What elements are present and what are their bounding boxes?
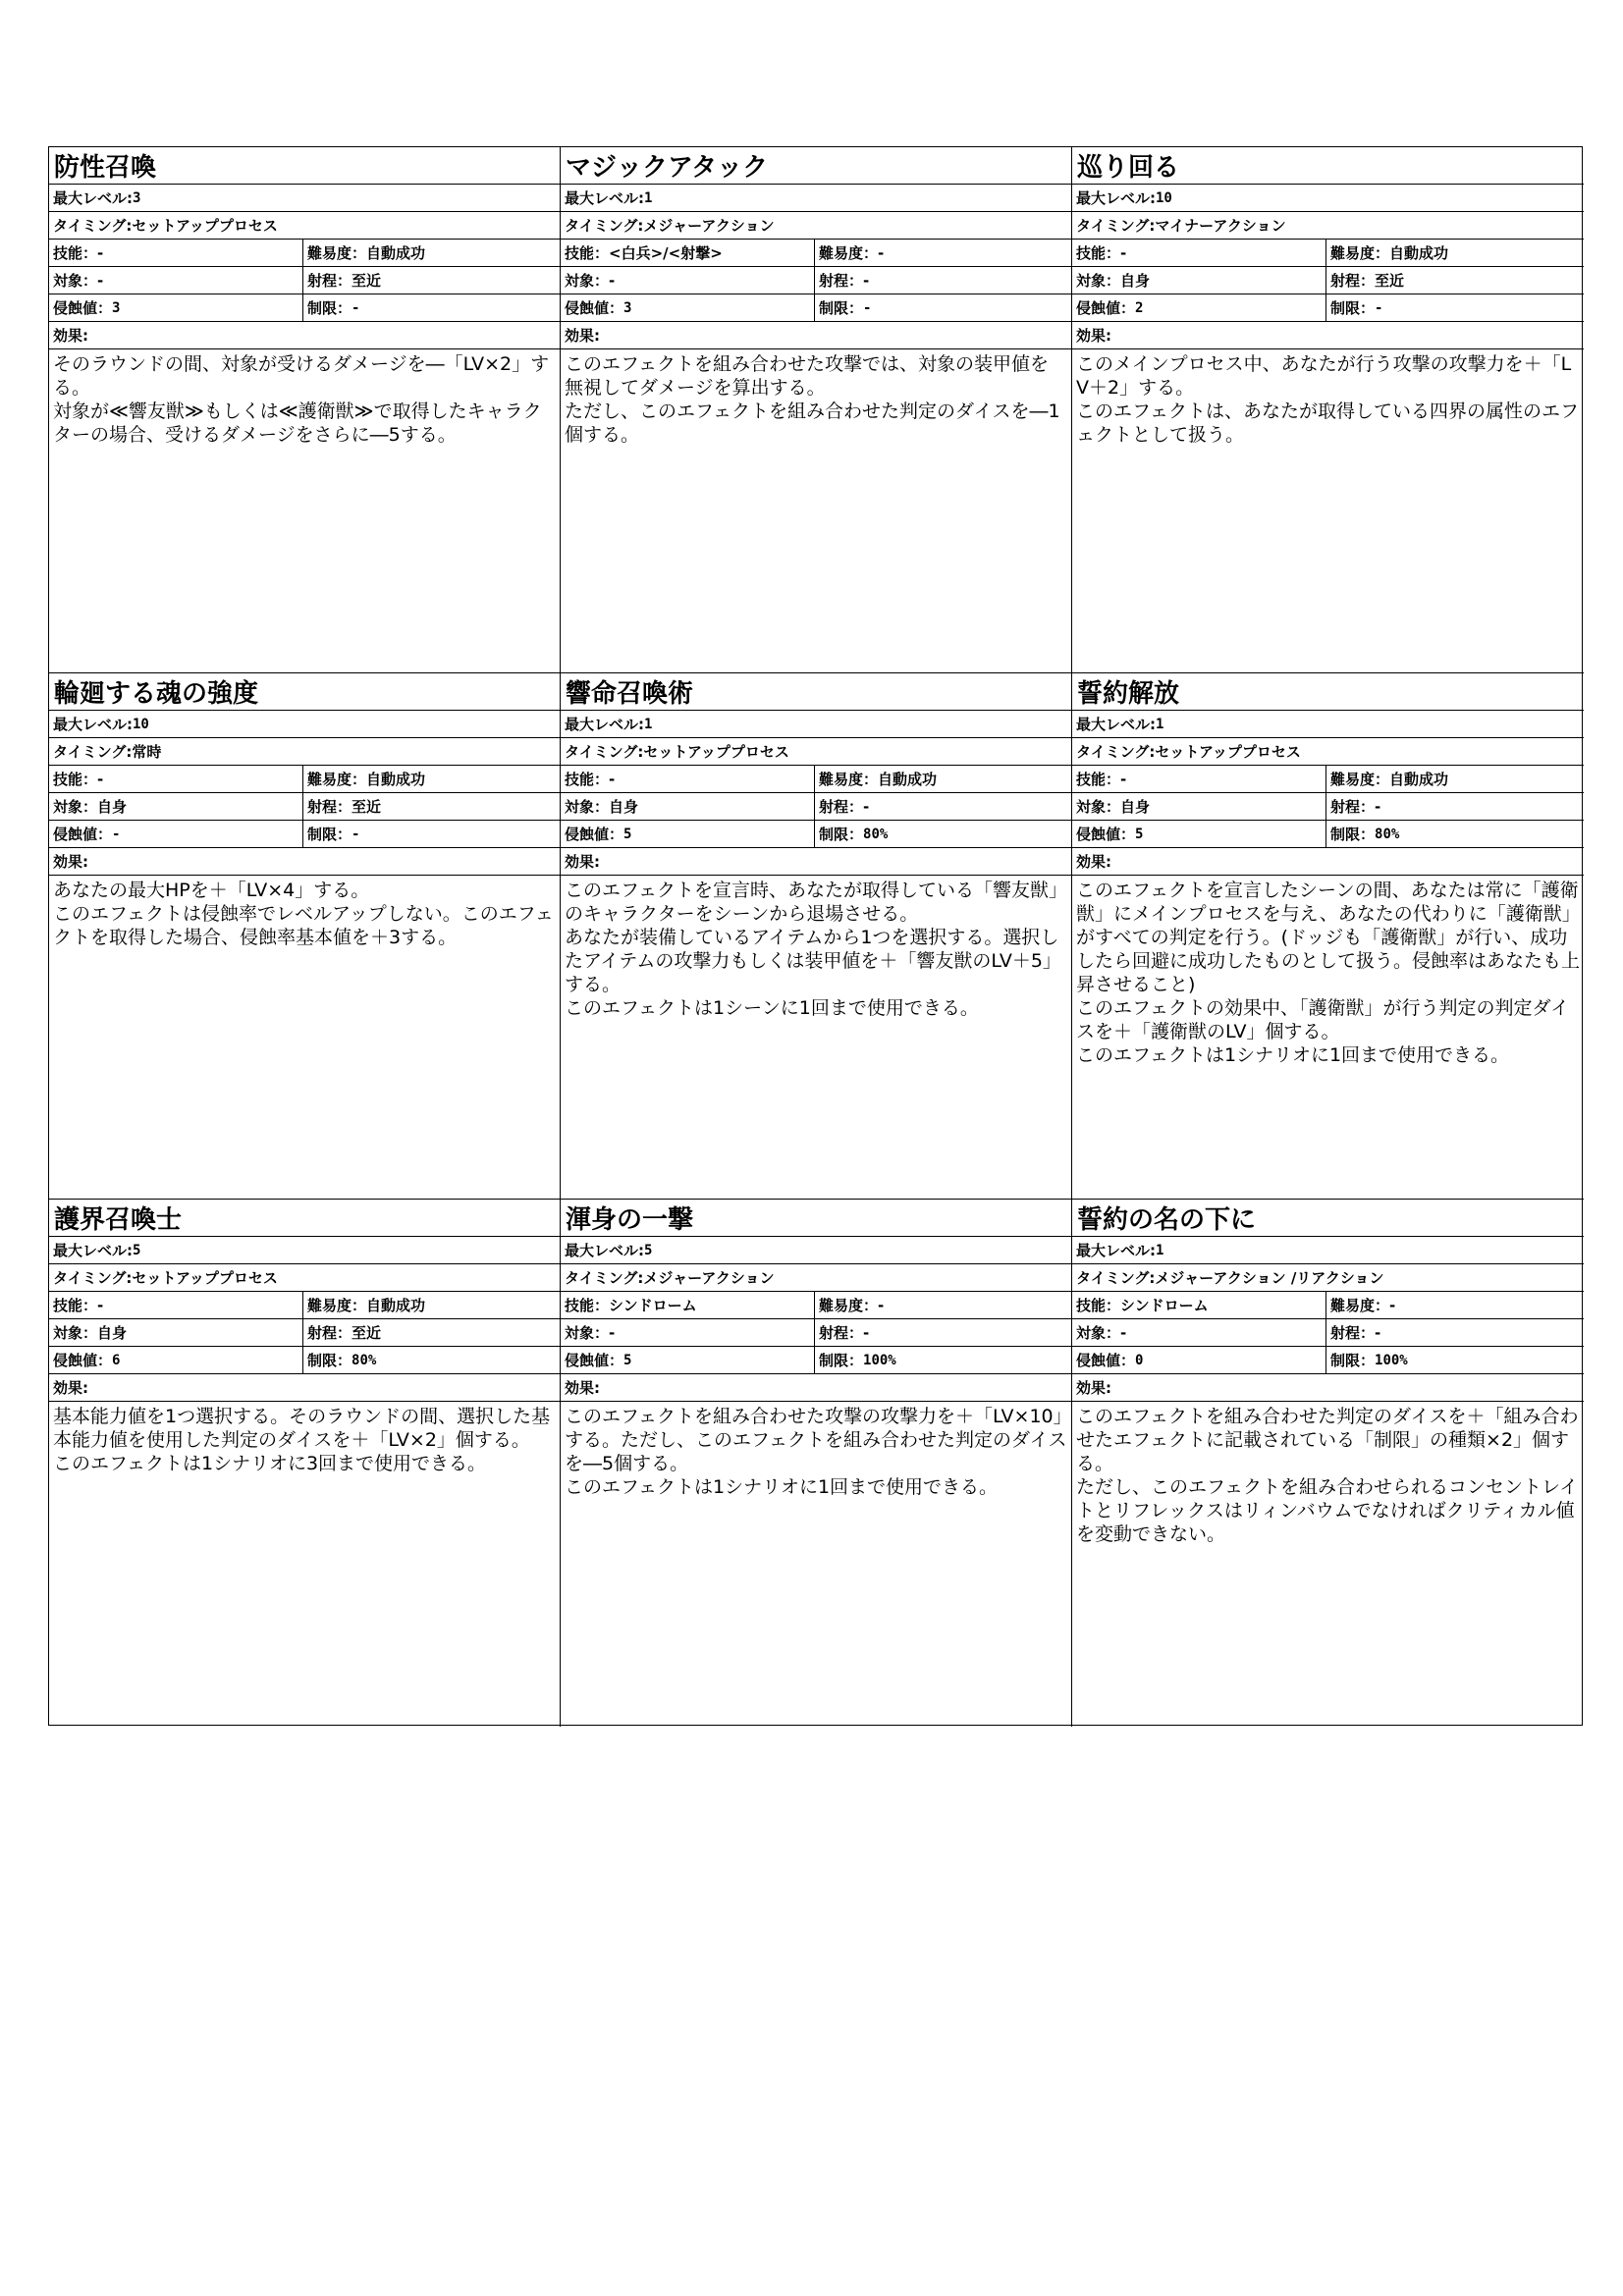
- skill-label: 技能：: [53, 244, 98, 262]
- range-value: -: [863, 1323, 870, 1342]
- skill-label: 技能：: [565, 771, 610, 788]
- skill-cell: [561, 766, 815, 792]
- max-level-row: [49, 185, 560, 212]
- erosion-label: 侵蝕値：: [565, 299, 624, 317]
- target-cell: [1072, 793, 1326, 820]
- range-cell: [303, 1319, 560, 1346]
- timing-value: メジャーアクション /リアクション: [1155, 1269, 1384, 1287]
- difficulty-cell: [815, 240, 1071, 266]
- erosion-cell: [1072, 821, 1326, 847]
- effect-name: 巡り回る: [1072, 147, 1584, 185]
- target-label: 対象：: [53, 272, 98, 290]
- target-cell: [49, 1319, 303, 1346]
- difficulty-label: 難易度：: [819, 1297, 879, 1314]
- limit-cell: [303, 821, 560, 847]
- limit-label: 制限：: [819, 1352, 864, 1369]
- effect-text: このエフェクトを宣言したシーンの間、あなたは常に「護衛獣」にメインプロセスを与え、あなたの代わりに「護衛獣」がすべての判定を行う。(ドッジも「護衛獣」が行い、成功したら回避に成功したものとして扱う。侵蝕率はあなたも上昇させること) このエフェクトの効果中、「護衛獣」が行う判定の判定ダイスを＋「護衛獣のLV」個する。 このエフェクトは1シナリオに1回まで使用できる。: [1076, 880, 1581, 1066]
- erosion-row: [561, 294, 1071, 322]
- skill-label: 技能：: [565, 1297, 610, 1314]
- erosion-label: 侵蝕値：: [53, 826, 113, 843]
- difficulty-cell: [303, 766, 560, 792]
- max-level-label: 最大レベル:: [565, 189, 644, 207]
- target-cell: [1072, 1319, 1326, 1346]
- timing-label: タイミング:: [565, 217, 644, 235]
- timing-value: セットアッププロセス: [1155, 743, 1301, 761]
- limit-label: 制限：: [307, 299, 352, 317]
- target-value: 自身: [97, 1324, 128, 1342]
- difficulty-cell: [303, 240, 560, 266]
- limit-value: 80%: [863, 826, 889, 842]
- max-level-value: 5: [133, 1242, 141, 1258]
- effect-label: 効果:: [53, 1379, 88, 1397]
- target-value: -: [1120, 1323, 1127, 1342]
- difficulty-label: 難易度：: [1330, 771, 1390, 788]
- effect-label: 効果:: [565, 1379, 600, 1397]
- timing-row: [1072, 738, 1584, 766]
- erosion-value: 0: [1135, 1352, 1144, 1368]
- range-label: 射程：: [307, 798, 352, 816]
- timing-label: タイミング:: [53, 743, 133, 761]
- effect-label-row: [561, 848, 1071, 876]
- timing-row: [49, 212, 560, 240]
- effect-text: このエフェクトを組み合わせた攻撃では、対象の装甲値を無視してダメージを算出する。 ただし、このエフェクトを組み合わせた判定のダイスを―1個する。: [565, 353, 1060, 446]
- effect-name: 防性召喚: [49, 147, 560, 185]
- difficulty-label: 難易度：: [307, 771, 367, 788]
- max-level-label: 最大レベル:: [1076, 1242, 1156, 1259]
- erosion-label: 侵蝕値：: [1076, 299, 1136, 317]
- difficulty-label: 難易度：: [1330, 1297, 1390, 1314]
- target-row: [1072, 1319, 1584, 1347]
- limit-cell: [303, 294, 560, 321]
- timing-value: セットアッププロセス: [132, 1269, 278, 1287]
- target-label: 対象：: [565, 798, 610, 816]
- skill-row: [1072, 766, 1584, 793]
- erosion-cell: [561, 1347, 815, 1373]
- timing-label: タイミング:: [565, 743, 644, 761]
- range-cell: [1326, 793, 1584, 820]
- skill-cell: [49, 240, 303, 266]
- limit-label: 制限：: [1330, 826, 1376, 843]
- limit-value: -: [1375, 299, 1383, 316]
- range-value: 至近: [352, 1324, 382, 1342]
- effect-sheet: [48, 146, 1583, 1726]
- target-row: [1072, 793, 1584, 821]
- effect-name: 輪廻する魂の強度: [49, 673, 560, 711]
- max-level-row: [49, 1237, 560, 1264]
- effect-label: 効果:: [565, 327, 600, 345]
- max-level-value: 1: [644, 189, 653, 206]
- target-cell: [561, 1319, 815, 1346]
- timing-row: [49, 738, 560, 766]
- max-level-label: 最大レベル:: [565, 1242, 644, 1259]
- effect-name: 護界召喚士: [49, 1200, 560, 1237]
- target-value: -: [609, 271, 616, 290]
- erosion-value: 5: [623, 826, 632, 842]
- timing-row: [561, 738, 1071, 766]
- skill-row: [561, 1292, 1071, 1319]
- erosion-value: 3: [112, 299, 121, 316]
- skill-label: 技能：: [565, 244, 610, 262]
- range-label: 射程：: [307, 272, 352, 290]
- difficulty-value: 自動成功: [366, 771, 426, 788]
- max-level-row: [1072, 711, 1584, 738]
- range-label: 射程：: [819, 1324, 864, 1342]
- max-level-row: [1072, 185, 1584, 212]
- effect-label: 効果:: [53, 853, 88, 871]
- effect-name: マジックアタック: [561, 147, 1071, 185]
- effect-label: 効果:: [1076, 853, 1111, 871]
- skill-row: [561, 766, 1071, 793]
- effect-label: 効果:: [565, 853, 600, 871]
- range-cell: [303, 793, 560, 820]
- erosion-cell: [49, 1347, 303, 1373]
- erosion-cell: [1072, 1347, 1326, 1373]
- erosion-cell: [49, 821, 303, 847]
- effect-label-row: [49, 848, 560, 876]
- limit-value: 100%: [1375, 1352, 1408, 1368]
- skill-value: -: [97, 770, 104, 788]
- limit-value: -: [863, 299, 872, 316]
- target-row: [1072, 267, 1584, 294]
- erosion-label: 侵蝕値：: [565, 1352, 624, 1369]
- range-label: 射程：: [1330, 1324, 1376, 1342]
- target-value: 自身: [97, 798, 128, 816]
- timing-row: [1072, 212, 1584, 240]
- limit-cell: [815, 821, 1071, 847]
- difficulty-cell: [815, 766, 1071, 792]
- timing-value: メジャーアクション: [643, 217, 775, 235]
- difficulty-label: 難易度：: [819, 771, 879, 788]
- skill-cell: [49, 1292, 303, 1318]
- erosion-value: 3: [623, 299, 632, 316]
- max-level-row: [561, 1237, 1071, 1264]
- range-cell: [815, 267, 1071, 294]
- limit-value: 80%: [1375, 826, 1400, 842]
- max-level-label: 最大レベル:: [1076, 716, 1156, 733]
- max-level-label: 最大レベル:: [53, 1242, 133, 1259]
- difficulty-value: 自動成功: [1389, 244, 1449, 262]
- skill-label: 技能：: [1076, 244, 1121, 262]
- target-label: 対象：: [1076, 1324, 1121, 1342]
- erosion-row: [49, 1347, 560, 1374]
- erosion-cell: [1072, 294, 1326, 321]
- difficulty-value: 自動成功: [366, 1297, 426, 1314]
- timing-label: タイミング:: [1076, 1269, 1156, 1287]
- max-level-value: 10: [1156, 189, 1172, 206]
- range-cell: [815, 1319, 1071, 1346]
- effect-name: 誓約の名の下に: [1072, 1200, 1584, 1237]
- range-label: 射程：: [819, 272, 864, 290]
- timing-row: [1072, 1264, 1584, 1292]
- range-cell: [815, 793, 1071, 820]
- target-cell: [49, 267, 303, 294]
- target-cell: [1072, 267, 1326, 294]
- effect-label: 効果:: [53, 327, 88, 345]
- limit-label: 制限：: [307, 1352, 352, 1369]
- erosion-row: [49, 294, 560, 322]
- limit-value: 80%: [352, 1352, 377, 1368]
- difficulty-cell: [1326, 240, 1584, 266]
- timing-row: [561, 212, 1071, 240]
- range-label: 射程：: [1330, 272, 1376, 290]
- effect-text: 基本能力値を1つ選択する。そのラウンドの間、選択した基本能力値を使用した判定のダイスを＋「LV×2」個する。 このエフェクトは1シナリオに3回まで使用できる。: [53, 1406, 551, 1474]
- skill-cell: [561, 1292, 815, 1318]
- target-row: [561, 793, 1071, 821]
- effect-name: 渾身の一撃: [561, 1200, 1071, 1237]
- skill-value: シンドローム: [1120, 1297, 1209, 1314]
- difficulty-value: 自動成功: [878, 771, 938, 788]
- skill-label: 技能：: [1076, 1297, 1121, 1314]
- skill-label: 技能：: [53, 1297, 98, 1314]
- range-cell: [1326, 1319, 1584, 1346]
- skill-row: [561, 240, 1071, 267]
- erosion-value: 5: [1135, 826, 1144, 842]
- limit-label: 制限：: [1330, 299, 1376, 317]
- erosion-value: 5: [623, 1352, 632, 1368]
- erosion-label: 侵蝕値：: [53, 299, 113, 317]
- effect-card: [1072, 147, 1584, 673]
- effect-label: 効果:: [1076, 1379, 1111, 1397]
- erosion-row: [561, 1347, 1071, 1374]
- difficulty-label: 難易度：: [307, 244, 367, 262]
- target-value: -: [97, 271, 104, 290]
- limit-value: -: [352, 299, 360, 316]
- target-label: 対象：: [1076, 798, 1121, 816]
- limit-cell: [303, 1347, 560, 1373]
- target-label: 対象：: [53, 798, 98, 816]
- difficulty-label: 難易度：: [819, 244, 879, 262]
- max-level-row: [561, 185, 1071, 212]
- skill-value: -: [1120, 243, 1127, 262]
- timing-label: タイミング:: [53, 217, 133, 235]
- skill-row: [1072, 1292, 1584, 1319]
- effect-label-row: [49, 1374, 560, 1402]
- skill-value: シンドローム: [609, 1297, 697, 1314]
- timing-value: 常時: [132, 743, 162, 761]
- skill-value: -: [97, 243, 104, 262]
- difficulty-value: 自動成功: [1389, 771, 1449, 788]
- max-level-row: [49, 711, 560, 738]
- effect-card: [49, 147, 561, 673]
- target-value: 自身: [1120, 272, 1151, 290]
- effect-name: 響命召喚術: [561, 673, 1071, 711]
- timing-label: タイミング:: [565, 1269, 644, 1287]
- range-value: -: [1375, 797, 1381, 816]
- limit-cell: [815, 1347, 1071, 1373]
- skill-cell: [1072, 766, 1326, 792]
- timing-row: [49, 1264, 560, 1292]
- target-label: 対象：: [565, 272, 610, 290]
- effect-name: 誓約解放: [1072, 673, 1584, 711]
- erosion-label: 侵蝕値：: [53, 1352, 113, 1369]
- range-value: -: [1375, 1323, 1381, 1342]
- range-value: -: [863, 271, 870, 290]
- erosion-row: [1072, 1347, 1584, 1374]
- effect-text: このメインプロセス中、あなたが行う攻撃の攻撃力を＋「LV＋2」する。 このエフェクトは、あなたが取得している四界の属性のエフェクトとして扱う。: [1076, 353, 1580, 446]
- effect-card: [49, 673, 561, 1200]
- max-level-row: [1072, 1237, 1584, 1264]
- target-label: 対象：: [565, 1324, 610, 1342]
- timing-label: タイミング:: [1076, 743, 1156, 761]
- erosion-label: 侵蝕値：: [1076, 1352, 1136, 1369]
- skill-row: [49, 1292, 560, 1319]
- limit-label: 制限：: [819, 299, 864, 317]
- difficulty-cell: [1326, 1292, 1584, 1318]
- range-value: 至近: [1375, 272, 1405, 290]
- effect-text: このエフェクトを組み合わせた判定のダイスを＋「組み合わせたエフェクトに記載されている「制限」の種類×2」個する。 ただし、このエフェクトを組み合わせられるコンセントレイトとリフレックスはリィンバウムでなければクリティカル値を変動できない。: [1076, 1406, 1579, 1545]
- limit-value: -: [352, 826, 360, 842]
- effect-label-row: [561, 322, 1071, 349]
- max-level-label: 最大レベル:: [1076, 189, 1156, 207]
- range-cell: [1326, 267, 1584, 294]
- target-value: 自身: [1120, 798, 1151, 816]
- max-level-value: 1: [1156, 716, 1164, 732]
- effect-card: [561, 1200, 1072, 1727]
- skill-value: <白兵>/<射撃>: [609, 244, 723, 262]
- target-label: 対象：: [1076, 272, 1121, 290]
- skill-cell: [1072, 1292, 1326, 1318]
- effect-card: [1072, 673, 1584, 1200]
- limit-cell: [815, 294, 1071, 321]
- effect-label-row: [1072, 848, 1584, 876]
- target-label: 対象：: [53, 1324, 98, 1342]
- effect-text: そのラウンドの間、対象が受けるダメージを―「LV×2」する。 対象が≪響友獣≫もしくは≪護衛獣≫で取得したキャラクターの場合、受けるダメージをさらに―5する。: [53, 353, 550, 446]
- skill-row: [49, 766, 560, 793]
- range-cell: [303, 267, 560, 294]
- target-row: [49, 267, 560, 294]
- erosion-cell: [561, 294, 815, 321]
- difficulty-value: 自動成功: [366, 244, 426, 262]
- difficulty-cell: [815, 1292, 1071, 1318]
- difficulty-value: -: [878, 1296, 885, 1314]
- effect-label-row: [49, 322, 560, 349]
- skill-cell: [561, 240, 815, 266]
- max-level-value: 5: [644, 1242, 653, 1258]
- effect-card: [561, 147, 1072, 673]
- erosion-value: -: [112, 826, 121, 842]
- timing-value: セットアッププロセス: [132, 217, 278, 235]
- target-row: [561, 267, 1071, 294]
- target-cell: [561, 793, 815, 820]
- max-level-value: 1: [644, 716, 653, 732]
- difficulty-value: -: [1389, 1296, 1396, 1314]
- range-value: -: [863, 797, 870, 816]
- difficulty-cell: [1326, 766, 1584, 792]
- effect-card: [561, 673, 1072, 1200]
- limit-value: 100%: [863, 1352, 896, 1368]
- limit-label: 制限：: [819, 826, 864, 843]
- skill-cell: [49, 766, 303, 792]
- target-value: -: [609, 1323, 616, 1342]
- skill-value: -: [97, 1296, 104, 1314]
- skill-row: [49, 240, 560, 267]
- erosion-row: [1072, 821, 1584, 848]
- timing-value: メジャーアクション: [643, 1269, 775, 1287]
- max-level-label: 最大レベル:: [53, 716, 133, 733]
- range-label: 射程：: [1330, 798, 1376, 816]
- difficulty-label: 難易度：: [1330, 244, 1390, 262]
- target-row: [49, 1319, 560, 1347]
- max-level-label: 最大レベル:: [565, 716, 644, 733]
- skill-value: -: [609, 770, 616, 788]
- skill-row: [1072, 240, 1584, 267]
- target-cell: [49, 793, 303, 820]
- skill-value: -: [1120, 770, 1127, 788]
- effect-label-row: [1072, 1374, 1584, 1402]
- range-value: 至近: [352, 272, 382, 290]
- range-label: 射程：: [307, 1324, 352, 1342]
- max-level-label: 最大レベル:: [53, 189, 133, 207]
- timing-label: タイミング:: [1076, 217, 1156, 235]
- effect-card: [49, 1200, 561, 1727]
- timing-row: [561, 1264, 1071, 1292]
- limit-label: 制限：: [307, 826, 352, 843]
- range-label: 射程：: [819, 798, 864, 816]
- max-level-row: [561, 711, 1071, 738]
- difficulty-label: 難易度：: [307, 1297, 367, 1314]
- timing-value: マイナーアクション: [1155, 217, 1286, 235]
- target-value: 自身: [609, 798, 639, 816]
- effect-card: [1072, 1200, 1584, 1727]
- erosion-label: 侵蝕値：: [565, 826, 624, 843]
- erosion-cell: [49, 294, 303, 321]
- erosion-row: [49, 821, 560, 848]
- timing-label: タイミング:: [53, 1269, 133, 1287]
- effect-label-row: [1072, 322, 1584, 349]
- erosion-row: [1072, 294, 1584, 322]
- erosion-label: 侵蝕値：: [1076, 826, 1136, 843]
- erosion-value: 2: [1135, 299, 1144, 316]
- erosion-cell: [561, 821, 815, 847]
- range-value: 至近: [352, 798, 382, 816]
- skill-label: 技能：: [53, 771, 98, 788]
- limit-cell: [1326, 1347, 1584, 1373]
- max-level-value: 10: [133, 716, 149, 732]
- skill-cell: [1072, 240, 1326, 266]
- effect-text: このエフェクトを組み合わせた攻撃の攻撃力を＋「LV×10」する。ただし、このエフェクトを組み合わせた判定のダイスを―5個する。 このエフェクトは1シナリオに1回まで使用できる。: [565, 1406, 1067, 1498]
- erosion-row: [561, 821, 1071, 848]
- timing-value: セットアッププロセス: [643, 743, 789, 761]
- erosion-value: 6: [112, 1352, 121, 1368]
- difficulty-cell: [303, 1292, 560, 1318]
- limit-label: 制限：: [1330, 1352, 1376, 1369]
- effect-label-row: [561, 1374, 1071, 1402]
- target-cell: [561, 267, 815, 294]
- max-level-value: 3: [133, 189, 141, 206]
- effect-text: あなたの最大HPを＋「LV×4」する。 このエフェクトは侵蝕率でレベルアップしない。このエフェクトを取得した場合、侵蝕率基本値を＋3する。: [53, 880, 554, 948]
- limit-cell: [1326, 821, 1584, 847]
- skill-label: 技能：: [1076, 771, 1121, 788]
- effect-text: このエフェクトを宣言時、あなたが取得している「響友獣」のキャラクターをシーンから退場させる。 あなたが装備しているアイテムから1つを選択する。選択したアイテムの攻撃力もしくは装甲値を＋「響友獣のLV＋5」する。 このエフェクトは1シーンに1回まで使用できる。: [565, 880, 1061, 1019]
- target-row: [49, 793, 560, 821]
- difficulty-value: -: [878, 243, 885, 262]
- max-level-value: 1: [1156, 1242, 1164, 1258]
- target-row: [561, 1319, 1071, 1347]
- limit-cell: [1326, 294, 1584, 321]
- effect-label: 効果:: [1076, 327, 1111, 345]
